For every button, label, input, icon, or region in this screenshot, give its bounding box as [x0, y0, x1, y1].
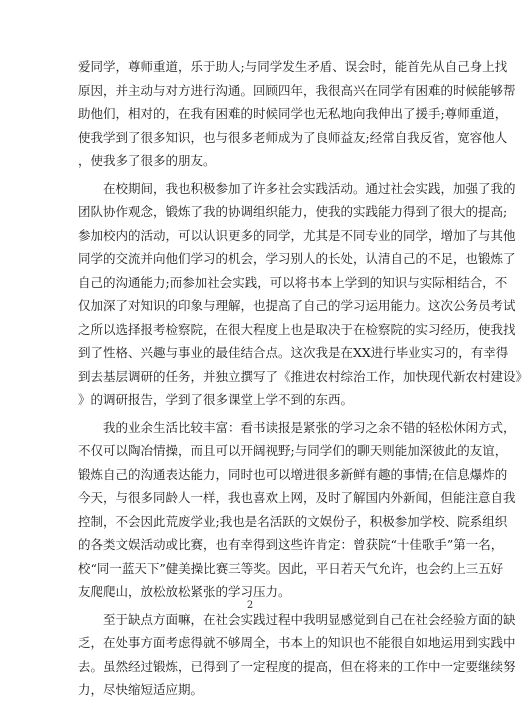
- paragraph-4: [78, 608, 516, 702]
- text-line: 到了性格、兴趣与事业的最佳结合点。这次我是在XX进行毕业实习的，有幸得: [78, 345, 509, 360]
- text-line: 控制，不会因此荒废学业;我也是名活跃的文娱份子，积极参加学校、院系组织: [78, 513, 508, 529]
- text-line: 今天，与很多同龄人一样，我也喜欢上网，及时了解国内外新闻，但能注意自我: [78, 490, 516, 505]
- text-line: 力，尽快缩短适应期。: [78, 682, 204, 697]
- text-line: 》的调研报告，学到了很多课堂上学不到的东西。: [78, 392, 354, 407]
- text-line: 去。虽然经过锻炼，已得到了一定程度的提高，但在将来的工作中一定要继续努: [78, 658, 516, 674]
- text-line: 友爬爬山，放松放松紧张的学习压力。: [78, 584, 291, 599]
- paragraph-1: [78, 55, 516, 173]
- text-line: 仅加深了对知识的印象与理解，也提高了自己的学习运用能力。这次公务员考试: [78, 298, 516, 313]
- text-line: 自己的沟通能力;而参加社会实践，可以将书本上学到的知识与实际相结合，不: [78, 274, 508, 290]
- text-line: 团队协作观念，锻炼了我的协调组织能力，使我的实践能力得到了很大的提高;: [78, 204, 508, 219]
- text-line: 我的业余生活比较丰富：看书读报是紧张的学习之余不错的轻松休闲方式，: [78, 419, 516, 435]
- page-number: 2: [246, 600, 254, 611]
- text-line: 至于缺点方面嘛，在社会实践过程中我明显感觉到自己在社会经验方面的缺: [78, 611, 516, 627]
- text-line: 到去基层调研的任务，并独立撰写了《推进农村综治工作，加快现代新农村建设》: [78, 368, 528, 384]
- text-line: 校“同一蓝天下”健美操比赛三等奖。因此，平日若天气允许，也会约上三五好: [78, 560, 504, 576]
- text-line: 锻炼自己的沟通表达能力，同时也可以增进很多新鲜有趣的事情;在信息爆炸的: [78, 466, 508, 482]
- paragraph-2: [78, 177, 528, 412]
- text-line: ，使我多了很多的朋友。: [78, 153, 216, 168]
- paragraph-3: [78, 416, 516, 604]
- text-line: 原因，并主动与对方进行沟通。回顾四年，我很高兴在同学有困难的时候能够帮: [78, 82, 516, 98]
- text-line: 使我学到了很多知识，也与很多老师成为了良师益友;经常自我反省，宽容他人: [78, 129, 508, 145]
- text-line: 同学的交流并向他们学习的机会，学习别人的长处，认清自己的不足，也锻炼了: [78, 251, 516, 266]
- text-line: 乏，在处事方面考虑得就不够周全，书本上的知识也不能很自如地运用到实践中: [78, 635, 516, 650]
- text-line: 的各类文娱活动或比赛，也有幸得到这些许肯定：曾获院“十佳歌手”第一名，: [78, 537, 504, 552]
- text-line: 在校期间，我也积极参加了许多社会实践活动。通过社会实践，加强了我的: [78, 180, 516, 196]
- text-line: 之所以选择报考检察院，在很大程度上也是取决于在检察院的实习经历，使我找: [78, 321, 516, 337]
- text-line: 不仅可以陶冶情操，而且可以开阔视野;与同学们的聊天则能加深彼此的友谊，: [78, 443, 508, 458]
- text-line: 爱同学，尊师重道，乐于助人;与同学发生矛盾、误会时，能首先从自己身上找: [78, 59, 508, 74]
- text-line: 助他们，相对的，在我有困难的时候同学也无私地向我伸出了援手;尊师重道，: [78, 106, 508, 121]
- text-line: 参加校内的活动，可以认识更多的同学，尤其是不同专业的同学，增加了与其他: [78, 227, 516, 243]
